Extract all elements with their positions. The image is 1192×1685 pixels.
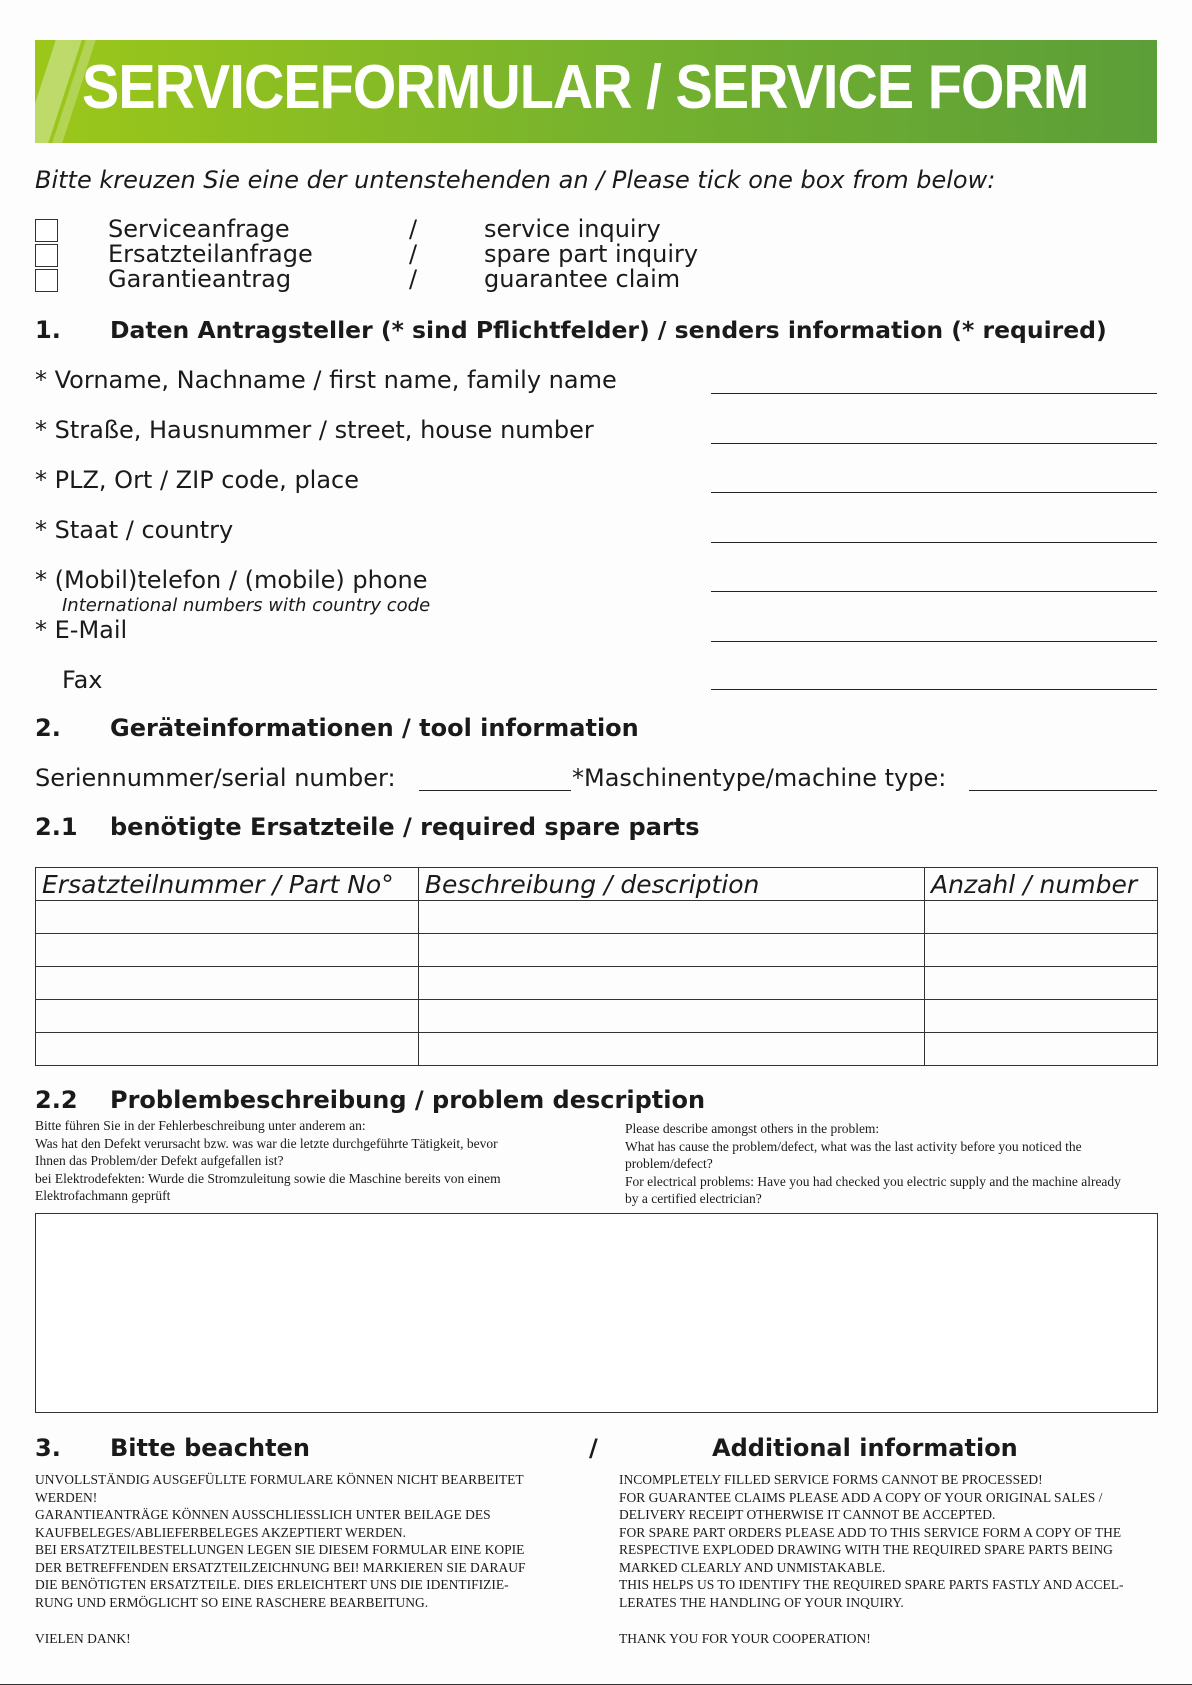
hint-line: What has cause the problem/defect, what was the last activity before you noticed the: [625, 1138, 1082, 1154]
column-header-description: Beschreibung / description: [418, 868, 924, 901]
note-line: DIE BENÖTIGTEN ERSATZTEILE. DIES ERLEICHTERT UNS DIE IDENTIFIZIE-: [35, 1577, 509, 1592]
section3-number: 3.: [35, 1434, 61, 1462]
serial-number-label: Seriennummer/serial number:: [35, 764, 396, 792]
note-line: GARANTIEANTRÄGE KÖNNEN AUSSCHLIESSLICH UNTER BEILAGE DES: [35, 1507, 491, 1522]
option-label-en: spare part inquiry: [484, 240, 699, 268]
note-line: WERDEN!: [35, 1489, 98, 1505]
description-cell[interactable]: [418, 934, 924, 967]
note-line: RUNG UND ERMÖGLICHT SO EINE RASCHERE BEARBEITUNG.: [35, 1594, 429, 1610]
section22-number: 2.2: [35, 1086, 78, 1114]
problem-hint-de: [35, 1117, 501, 1205]
table-row: [36, 1033, 1158, 1066]
hint-line: Was hat den Defekt verursacht bzw. was war die letzte durchgeführte Tätigkeit, bevor: [35, 1135, 498, 1151]
zip-place-field[interactable]: [711, 492, 1157, 493]
street-field[interactable]: [711, 443, 1157, 444]
option-label-de: Ersatzteilanfrage: [108, 240, 313, 268]
section3-title-en: Additional information: [712, 1434, 1018, 1462]
checkbox[interactable]: [35, 244, 58, 267]
hint-line: bei Elektrodefekten: Wurde die Stromzuleitung sowie die Maschine bereits von einem: [35, 1170, 501, 1186]
number-cell[interactable]: [925, 1033, 1158, 1066]
note-line: THIS HELPS US TO IDENTIFY THE REQUIRED SPARE PARTS FASTLY AND ACCEL-: [619, 1577, 1124, 1592]
thanks-de: VIELEN DANK!: [35, 1631, 131, 1646]
option-separator: /: [409, 265, 418, 293]
note-line: DELIVERY RECEIPT OTHERWISE IT CANNOT BE ACCEPTED.: [619, 1507, 996, 1522]
part-no-cell[interactable]: [36, 1033, 419, 1066]
email-field[interactable]: [711, 641, 1157, 642]
country-label: * Staat / country: [35, 516, 234, 544]
section21-title: benötigte Ersatzteile / required spare parts: [110, 813, 700, 841]
note-line: MARKED CLEARLY AND UNMISTAKABLE.: [619, 1559, 886, 1575]
note-line: INCOMPLETELY FILLED SERVICE FORMS CANNOT BE PROCESSED!: [619, 1472, 1043, 1487]
hint-line: by a certified electrician?: [625, 1191, 762, 1206]
table-row: [36, 967, 1158, 1000]
option-label-en: service inquiry: [484, 215, 661, 243]
number-cell[interactable]: [925, 934, 1158, 967]
option-label-de: Serviceanfrage: [108, 215, 290, 243]
table-header-row: [36, 868, 1158, 901]
note-line: DER BETREFFENDEN ERSATZTEILZEICHNUNG BEI! MARKIEREN SIE DARAUF: [35, 1559, 526, 1575]
column-header-number: Anzahl / number: [925, 868, 1158, 901]
option-label-en: guarantee claim: [484, 265, 681, 293]
instruction-text: Bitte kreuzen Sie eine der untenstehenden an / Please tick one box from below:: [35, 166, 996, 194]
checkbox[interactable]: [35, 269, 58, 292]
section21-number: 2.1: [35, 813, 78, 841]
note-line: BEI ERSATZTEILBESTELLUNGEN LEGEN SIE DIESEM FORMULAR EINE KOPIE: [35, 1542, 525, 1557]
name-field[interactable]: [711, 393, 1157, 394]
option-separator: /: [409, 215, 418, 243]
number-cell[interactable]: [925, 1000, 1158, 1033]
fax-label: Fax: [62, 666, 103, 694]
machine-type-field[interactable]: [969, 790, 1157, 791]
option-guarantee-claim[interactable]: [35, 265, 735, 293]
option-label-de: Garantieantrag: [108, 265, 292, 293]
column-header-part-no: Ersatzteilnummer / Part No°: [36, 868, 419, 901]
section2-title: Geräteinformationen / tool information: [110, 714, 639, 742]
number-cell[interactable]: [925, 967, 1158, 1000]
checkbox[interactable]: [35, 219, 58, 242]
street-label: * Straße, Hausnummer / street, house number: [35, 416, 594, 444]
option-separator: /: [409, 240, 418, 268]
form-banner: [35, 40, 1157, 143]
note-line: RESPECTIVE EXPLODED DRAWING WITH THE REQUIRED SPARE PARTS BEING: [619, 1542, 1113, 1557]
section1-number: 1.: [35, 316, 61, 344]
form-title: SERVICEFORMULAR / SERVICE FORM: [82, 53, 1089, 122]
table-row: [36, 901, 1158, 934]
hint-line: Bitte führen Sie in der Fehlerbeschreibung unter anderem an:: [35, 1118, 366, 1133]
problem-description-field[interactable]: [35, 1213, 1158, 1413]
part-no-cell[interactable]: [36, 1000, 419, 1033]
note-line: FOR SPARE PART ORDERS PLEASE ADD TO THIS SERVICE FORM A COPY OF THE: [619, 1524, 1122, 1540]
phone-field[interactable]: [711, 591, 1157, 592]
name-label: * Vorname, Nachname / first name, family name: [35, 366, 617, 394]
phone-label: * (Mobil)telefon / (mobile) phone: [35, 566, 428, 594]
part-no-cell[interactable]: [36, 967, 419, 1000]
table-row: [36, 934, 1158, 967]
section3-title-de: Bitte beachten: [110, 1434, 310, 1462]
thanks-en: THANK YOU FOR YOUR COOPERATION!: [619, 1631, 871, 1646]
number-cell[interactable]: [925, 901, 1158, 934]
serial-number-field[interactable]: [419, 790, 571, 791]
note-line: KAUFBELEGES/ABLIEFERBELEGES AKZEPTIERT WERDEN.: [35, 1524, 407, 1540]
problem-hint-en: [625, 1120, 1121, 1208]
zip-place-label: * PLZ, Ort / ZIP code, place: [35, 466, 360, 494]
machine-type-label: *Maschinentype/machine type:: [572, 764, 947, 792]
note-line: FOR GUARANTEE CLAIMS PLEASE ADD A COPY OF YOUR ORIGINAL SALES /: [619, 1489, 1103, 1505]
section1-title: Daten Antragsteller (* sind Pflichtfelder) / senders information (* required): [110, 316, 1107, 344]
part-no-cell[interactable]: [36, 901, 419, 934]
country-field[interactable]: [711, 542, 1157, 543]
part-no-cell[interactable]: [36, 934, 419, 967]
email-label: * E-Mail: [35, 616, 128, 644]
section22-title: Problembeschreibung / problem description: [110, 1086, 706, 1114]
section3-separator: /: [589, 1434, 598, 1462]
description-cell[interactable]: [418, 1000, 924, 1033]
section2-number: 2.: [35, 714, 61, 742]
hint-line: For electrical problems: Have you had checked you electric supply and the machine already: [625, 1173, 1121, 1189]
table-row: [36, 1000, 1158, 1033]
note-line: UNVOLLSTÄNDIG AUSGEFÜLLTE FORMULARE KÖNNEN NICHT BEARBEITET: [35, 1472, 524, 1487]
phone-note: International numbers with country code: [62, 595, 431, 616]
description-cell[interactable]: [418, 1033, 924, 1066]
hint-line: Ihnen das Problem/der Defekt aufgefallen ist?: [35, 1153, 284, 1168]
spare-parts-table: [35, 867, 1158, 1066]
hint-line: Elektrofachmann geprüft: [35, 1188, 171, 1203]
description-cell[interactable]: [418, 901, 924, 934]
fax-field[interactable]: [711, 689, 1157, 690]
note-line: LERATES THE HANDLING OF YOUR INQUIRY.: [619, 1594, 904, 1610]
description-cell[interactable]: [418, 967, 924, 1000]
hint-line: Please describe amongst others in the problem:: [625, 1121, 880, 1136]
notes-de: [35, 1471, 525, 1611]
notes-en: [619, 1471, 1124, 1611]
hint-line: problem/defect?: [625, 1156, 713, 1171]
